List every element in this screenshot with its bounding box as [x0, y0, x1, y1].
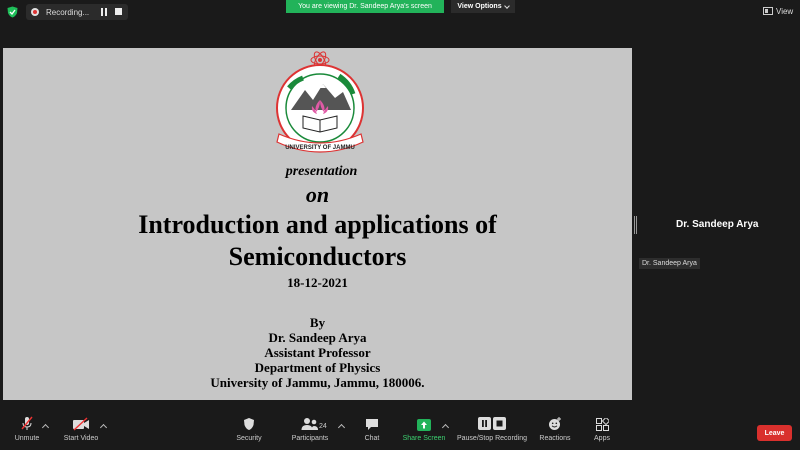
- on-label: on: [305, 182, 330, 207]
- share-screen-label: Share Screen: [402, 435, 446, 442]
- view-button[interactable]: [763, 4, 793, 18]
- chevron-down-icon: [504, 3, 510, 9]
- share-screen-icon: [417, 419, 431, 431]
- apps-label: Apps: [594, 435, 610, 442]
- start-video-button[interactable]: [41, 415, 121, 442]
- apps-icon: [596, 418, 609, 431]
- slide-by: By: [309, 315, 326, 330]
- shared-screen-slide: [3, 48, 632, 400]
- slide-position: Assistant Professor: [264, 345, 371, 360]
- recording-indicator: [26, 4, 128, 20]
- slide-institution: University of Jammu, Jammu, 180006.: [210, 375, 425, 390]
- pause-stop-icon: [478, 417, 506, 431]
- panel-resize-handle[interactable]: [634, 216, 637, 234]
- microphone-muted-icon: [20, 415, 34, 431]
- viewing-screen-banner: You are viewing Dr. Sandeep Arya's screen: [286, 0, 444, 13]
- participants-count: 24: [319, 423, 327, 430]
- security-shield-icon: [243, 417, 255, 431]
- pause-stop-recording-label: Pause/Stop Recording: [456, 435, 528, 442]
- participant-name-tag: Dr. Sandeep Arya: [639, 258, 700, 269]
- apps-button[interactable]: [562, 415, 642, 442]
- slide-title-line-2: Semiconductors: [228, 242, 407, 271]
- slide-date: 18-12-2021: [287, 275, 348, 290]
- video-off-icon: [72, 417, 90, 431]
- slide-title-line-1: Introduction and applications of: [138, 210, 497, 239]
- stop-recording-icon[interactable]: [115, 8, 122, 15]
- view-label: View: [776, 6, 794, 16]
- active-speaker-name: Dr. Sandeep Arya: [676, 219, 759, 230]
- participants-label: Participants: [291, 435, 329, 442]
- pause-recording-icon[interactable]: [101, 8, 107, 16]
- leave-button[interactable]: Leave: [757, 425, 792, 441]
- reactions-label: Reactions: [539, 435, 571, 442]
- shield-icon[interactable]: [7, 6, 18, 18]
- recording-label: Recording...: [46, 7, 90, 17]
- unmute-label: Unmute: [14, 435, 40, 442]
- start-video-label: Start Video: [63, 435, 99, 442]
- presentation-label: presentation: [285, 164, 358, 179]
- view-options-label: View Options: [457, 3, 502, 10]
- slide-presenter: Dr. Sandeep Arya: [268, 330, 367, 345]
- logo-text: UNIVERSITY OF JAMMU: [285, 145, 355, 151]
- university-logo: [273, 48, 368, 156]
- view-options-button[interactable]: [451, 0, 515, 13]
- grid-view-icon: [763, 7, 773, 15]
- slide-department: Department of Physics: [254, 360, 381, 375]
- recording-dot-icon: [31, 8, 39, 16]
- chat-label: Chat: [364, 435, 380, 442]
- chat-icon: [365, 417, 379, 431]
- reactions-smiley-icon: [548, 417, 562, 431]
- participants-icon: [301, 417, 319, 431]
- security-label: Security: [236, 435, 262, 442]
